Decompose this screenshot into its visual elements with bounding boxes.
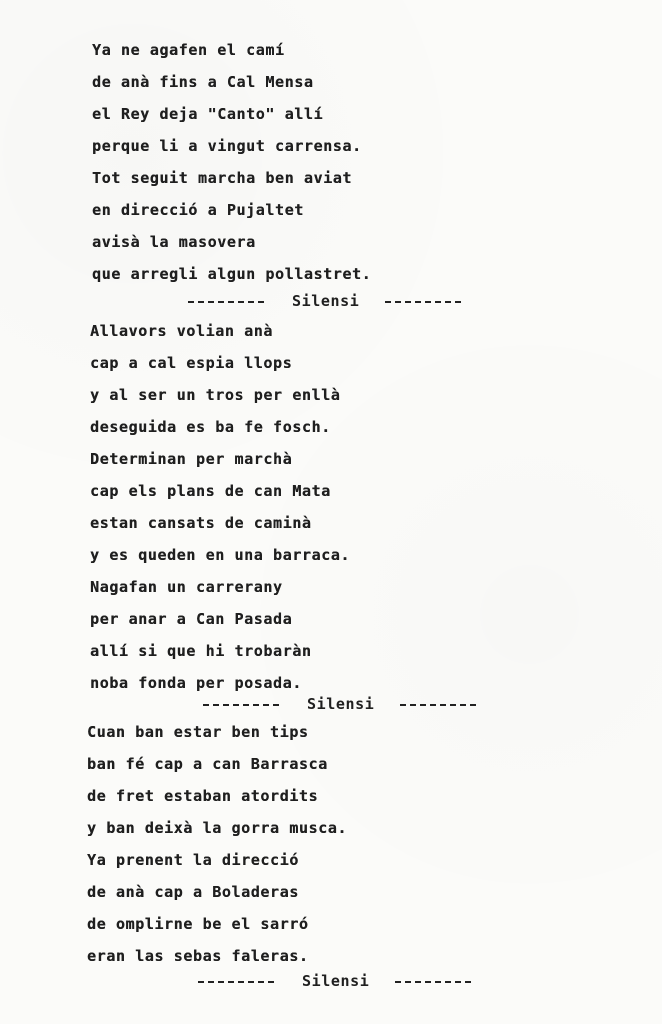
poem-line: Ya ne agafen el camí: [92, 41, 285, 59]
poem-line: y es queden en una barraca.: [90, 546, 351, 564]
poem-line: en direcció a Pujaltet: [92, 201, 304, 219]
poem-line: de anà cap a Boladeras: [87, 883, 299, 901]
dash-line: [400, 704, 476, 706]
poem-line: Nagafan un carrerany: [90, 578, 283, 596]
poem-line: de anà fins a Cal Mensa: [92, 73, 314, 91]
dash-line: [385, 301, 461, 303]
poem-line: y ban deixà la gorra musca.: [87, 819, 348, 837]
section-separator: [203, 695, 476, 713]
section-separator: [198, 972, 471, 990]
separator-label: Silensi: [302, 972, 370, 990]
separator-label: Silensi: [292, 292, 360, 310]
poem-line: Ya prenent la direcció: [87, 851, 299, 869]
poem-line: perque li a vingut carrensa.: [92, 137, 362, 155]
poem-line: de fret estaban atordits: [87, 787, 319, 805]
poem-line: estan cansats de caminà: [90, 514, 312, 532]
poem-line: Cuan ban estar ben tips: [87, 723, 309, 741]
poem-line: deseguida es ba fe fosch.: [90, 418, 331, 436]
poem-line: cap els plans de can Mata: [90, 482, 331, 500]
dash-line: [203, 704, 279, 706]
poem-line: Allavors volian anà: [90, 322, 273, 340]
poem-line: eran las sebas faleras.: [87, 947, 309, 965]
dash-line: [188, 301, 264, 303]
poem-line: de omplirne be el sarró: [87, 915, 309, 933]
poem-line: cap a cal espia llops: [90, 354, 293, 372]
poem-line: noba fonda per posada.: [90, 674, 302, 692]
poem-line: Tot seguit marcha ben aviat: [92, 169, 353, 187]
poem-line: el Rey deja "Canto" allí: [92, 105, 324, 123]
poem-line: que arregli algun pollastret.: [92, 265, 372, 283]
separator-label: Silensi: [307, 695, 375, 713]
poem-line: ban fé cap a can Barrasca: [87, 755, 328, 773]
section-separator: [188, 292, 461, 310]
dash-line: [395, 981, 471, 983]
poem-line: per anar a Can Pasada: [90, 610, 293, 628]
poem-line: Determinan per marchà: [90, 450, 293, 468]
poem-line: allí si que hi trobaràn: [90, 642, 312, 660]
dash-line: [198, 981, 274, 983]
poem-line: avisà la masovera: [92, 233, 256, 251]
poem-line: y al ser un tros per enllà: [90, 386, 341, 404]
